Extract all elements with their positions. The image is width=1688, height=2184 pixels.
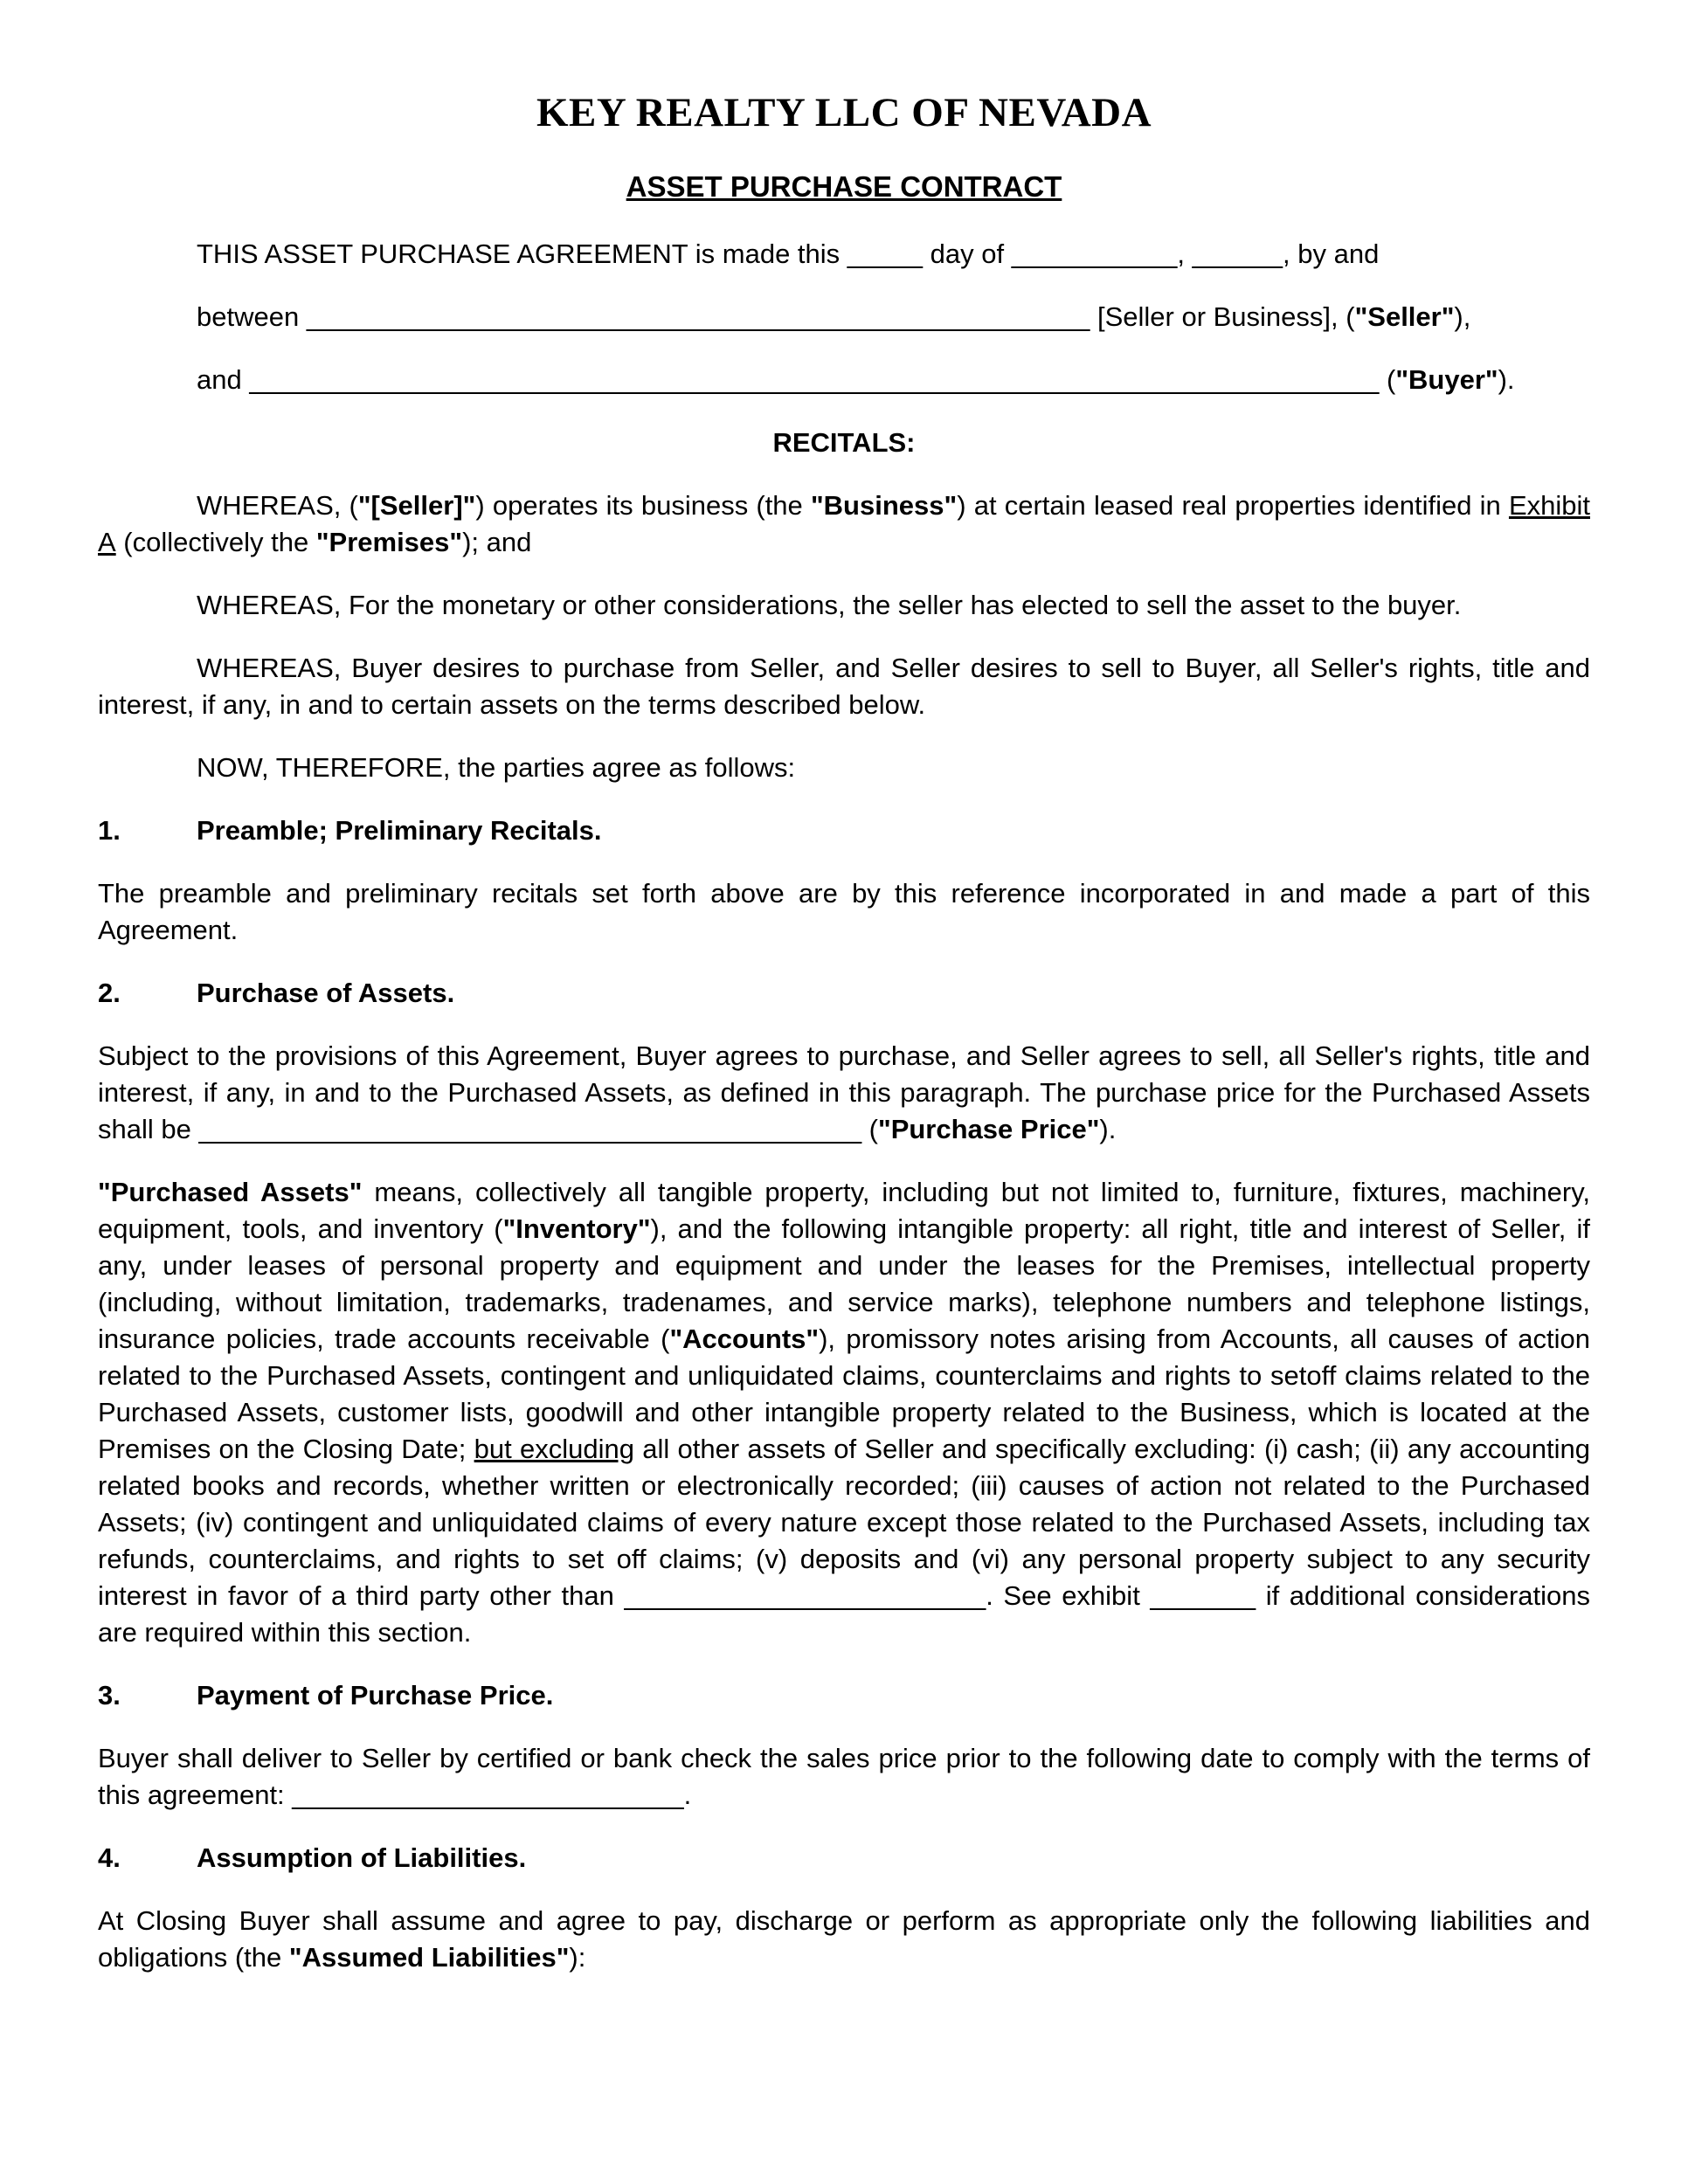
text-run: Payment of Purchase Price. — [197, 1680, 554, 1711]
text-run: "Inventory" — [502, 1213, 651, 1244]
text-run: ). — [1099, 1114, 1117, 1144]
text-run: (collectively the — [115, 527, 316, 557]
text-run: WHEREAS, Buyer desires to purchase from Seller, and Seller desires to sell to Buyer, all Seller's rights, title and interest, if any, in and to certain assets on the terms described below. — [98, 653, 1590, 720]
text-run: ) operates its business (the — [475, 490, 811, 521]
section-number: 3. — [98, 1680, 121, 1711]
text-run: "Seller" — [1354, 301, 1455, 332]
text-run: and — [197, 364, 250, 395]
text-run: "Accounts" — [669, 1324, 820, 1354]
section-heading-3 — [98, 1677, 1590, 1714]
document-title — [98, 87, 1590, 138]
fill-in-blank: ____________________________________________ — [198, 1114, 862, 1144]
text-run: THIS ASSET PURCHASE AGREEMENT is made this — [197, 238, 847, 269]
text-run: The preamble and preliminary recitals set forth above are by this reference incorporated in and made a part of this Agreement. — [98, 878, 1590, 945]
whereas-paragraph-3 — [98, 650, 1590, 723]
text-run: "[Seller]" — [357, 490, 476, 521]
purchased-assets-paragraph — [98, 1174, 1590, 1651]
fill-in-blank: ____________________________________________________ — [306, 301, 1090, 332]
text-run: Exhibit A — [98, 490, 1590, 557]
text-run: [Seller or Business], ( — [1090, 301, 1355, 332]
recitals-heading — [98, 425, 1590, 461]
text-run: Buyer shall deliver to Seller by certified or bank check the sales price prior to the following date to comply with the terms of this agreement: — [98, 1743, 1590, 1810]
text-run: "Purchase Price" — [878, 1114, 1100, 1144]
text-run: WHEREAS, ( — [197, 490, 358, 521]
text-run: , by and — [1283, 238, 1380, 269]
text-run: ( — [1379, 364, 1396, 395]
text-run: ASSET PURCHASE CONTRACT — [626, 170, 1062, 203]
text-run: ), and the following intangible property: all right, title and interest of Seller, if any, under leases of personal property and equipment and under the leases for the Premises, intellectual property (including, without limitation, trademarks, tradenames, and service marks), telephone numbers and telephone listings, insurance policies, trade accounts receivable ( — [98, 1213, 1590, 1354]
text-run: if additional considerations are required within this section. — [98, 1580, 1591, 1648]
text-run: all other assets of Seller and specifically excluding: (i) cash; (ii) any accounting related books and records, whether written or electronically recorded; (iii) causes of action not related to the Purchased Assets; (iv) contingent and unliquidated claims of every nature except those related to the Purchased Assets, including tax refunds, counterclaims, and rights to set off claims; (v) deposits and (vi) any personal property subject to any security interest in favor of a third party other than — [98, 1434, 1591, 1611]
text-run: "Business" — [810, 490, 958, 521]
whereas-paragraph-1 — [98, 487, 1590, 561]
text-run: but excluding — [474, 1434, 634, 1464]
text-run: ). — [1498, 364, 1515, 395]
text-run: ( — [861, 1114, 878, 1144]
section-number: 4. — [98, 1842, 121, 1873]
text-run: ); and — [462, 527, 532, 557]
fill-in-blank: _______ — [1150, 1580, 1256, 1611]
section-number: 1. — [98, 815, 121, 846]
text-run: , — [1177, 238, 1193, 269]
text-run: . — [683, 1780, 692, 1810]
text-run: "Assumed Liabilities" — [288, 1942, 570, 1973]
text-run: ): — [569, 1942, 586, 1973]
text-run: ), promissory notes arising from Accounts, all causes of action related to the Purchased Assets, contingent and unliquidated claims, counterclaims and rights to setoff claims related to the Purchased Assets, customer lists, goodwill and other intangible property related to the Business, which is located at the Premises on the Closing Date; — [98, 1324, 1590, 1464]
section-body-3 — [98, 1740, 1590, 1814]
text-run: Subject to the provisions of this Agreement, Buyer agrees to purchase, and Seller agrees to sell, all Seller's rights, title and interest, if any, in and to the Purchased Assets, as defined in this paragraph. The purchase price for the Purchased Assets shall be — [98, 1040, 1590, 1144]
fill-in-blank: _____ — [847, 238, 924, 269]
fill-in-blank: ___________________________________________________________________________ — [249, 364, 1380, 395]
text-run: ) at certain leased real properties identified in — [957, 490, 1509, 521]
text-run: "Premises" — [315, 527, 463, 557]
document-subtitle — [98, 168, 1590, 206]
text-run: ), — [1454, 301, 1471, 332]
text-run: . See exhibit — [986, 1580, 1151, 1611]
text-run: Preamble; Preliminary Recitals. — [197, 815, 602, 846]
section-heading-4 — [98, 1840, 1590, 1876]
text-run: At Closing Buyer shall assume and agree to pay, discharge or perform as appropriate only the following liabilities and obligations (the — [98, 1905, 1590, 1973]
text-run: NOW, THEREFORE, the parties agree as follows: — [197, 752, 796, 783]
text-run: day of — [923, 238, 1012, 269]
text-run: KEY REALTY LLC OF NEVADA — [536, 90, 1152, 135]
section-number: 2. — [98, 978, 121, 1008]
opening-paragraph-line-3 — [98, 362, 1590, 398]
section-body-2 — [98, 1038, 1590, 1148]
section-body-4 — [98, 1903, 1590, 1976]
section-body-1 — [98, 875, 1590, 949]
text-run: RECITALS: — [772, 427, 916, 458]
text-run: between — [197, 301, 307, 332]
text-run: "Buyer" — [1395, 364, 1498, 395]
document-content — [98, 87, 1590, 1976]
now-therefore-paragraph — [98, 750, 1590, 786]
text-run: Purchase of Assets. — [197, 978, 455, 1008]
opening-paragraph-line-1 — [98, 236, 1590, 273]
fill-in-blank: __________________________ — [292, 1780, 684, 1810]
whereas-paragraph-2 — [98, 587, 1590, 624]
fill-in-blank: ___________ — [1011, 238, 1178, 269]
fill-in-blank: ________________________ — [624, 1580, 986, 1611]
text-run: Assumption of Liabilities. — [197, 1842, 527, 1873]
text-run: "Purchased Assets" — [98, 1177, 363, 1207]
section-heading-2 — [98, 975, 1590, 1012]
text-run: WHEREAS, For the monetary or other considerations, the seller has elected to sell the asset to the buyer. — [197, 590, 1462, 620]
section-heading-1 — [98, 812, 1590, 849]
text-run: means, collectively all tangible property, including but not limited to, furniture, fixtures, machinery, equipment, tools, and inventory ( — [98, 1177, 1590, 1244]
opening-paragraph-line-2 — [98, 299, 1590, 335]
fill-in-blank: ______ — [1192, 238, 1283, 269]
